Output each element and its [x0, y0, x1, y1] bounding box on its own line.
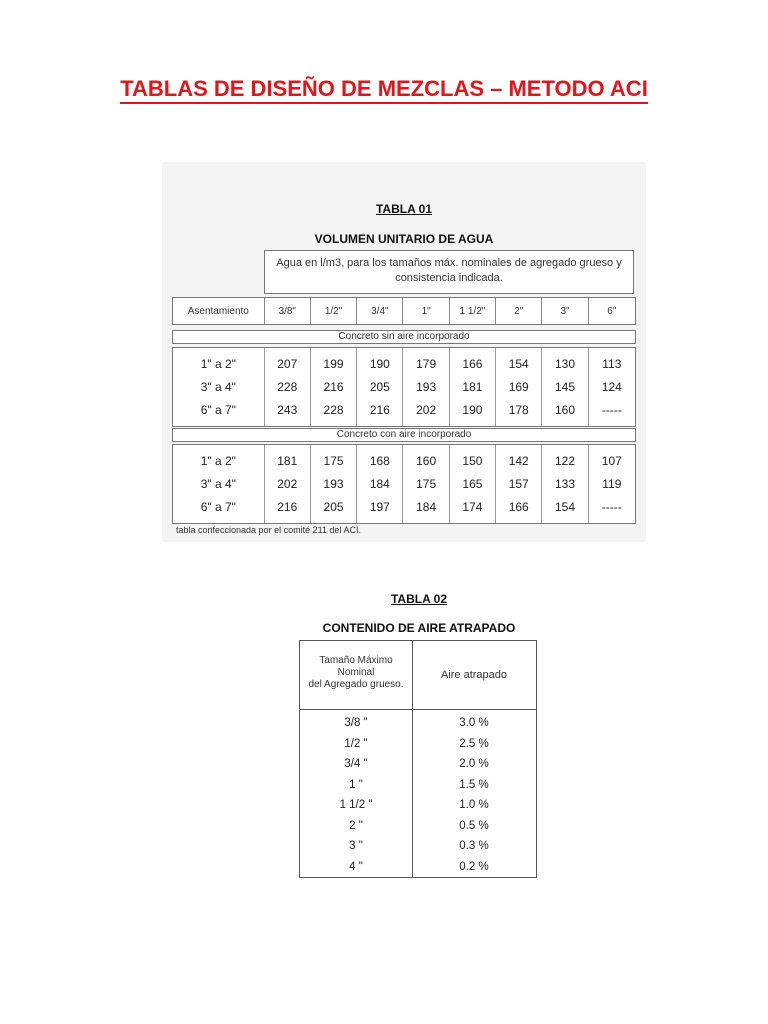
- value-cell: -----: [601, 403, 622, 418]
- value-column: [542, 348, 588, 426]
- value-cell: 199: [323, 356, 344, 371]
- value-column: [450, 348, 496, 426]
- value-cell: 184: [369, 476, 390, 491]
- tabla-01-footnote: tabla confeccionada por el comité 211 del ACI.: [176, 525, 361, 535]
- value-cell: 202: [416, 403, 437, 418]
- table-row: 1/2 " 2.5 %: [344, 737, 489, 750]
- value-cell: 160: [416, 453, 437, 468]
- value-column: [403, 445, 449, 523]
- value-cell: 216: [369, 403, 390, 418]
- header-size: 1 1/2": [450, 298, 496, 324]
- slump-label: 1" a 2": [200, 453, 236, 468]
- tabla-01-title: VOLUMEN UNITARIO DE AGUA: [314, 232, 494, 246]
- header-size: 3/8": [265, 298, 311, 324]
- value-cell: 133: [555, 476, 576, 491]
- value-cell: 216: [277, 500, 298, 515]
- value-cell: 205: [369, 379, 390, 394]
- header-size: 2": [496, 298, 542, 324]
- value-cell: 169: [508, 379, 529, 394]
- value-cell: 154: [508, 356, 529, 371]
- value-column: [403, 348, 449, 426]
- slump-label: 1" a 2": [200, 356, 236, 371]
- value-cell: 154: [555, 500, 576, 515]
- table-row: 1 " 1.5 %: [349, 778, 489, 791]
- value-column: [450, 445, 496, 523]
- document-title: [0, 74, 768, 104]
- value-cell: 190: [369, 356, 390, 371]
- table-row: 3 " 0.3 %: [349, 840, 489, 853]
- value-cell: 228: [323, 403, 344, 418]
- value-cell: 197: [369, 500, 390, 515]
- value-cell: 181: [462, 379, 483, 394]
- header-aire-atrapado: Aire atrapado: [440, 669, 508, 681]
- header-divider: [300, 709, 536, 710]
- value-cell: 166: [508, 500, 529, 515]
- tabla-02-title: CONTENIDO DE AIRE ATRAPADO: [322, 621, 516, 635]
- value-cell: 184: [416, 500, 437, 515]
- value-cell: 142: [508, 453, 529, 468]
- table-row: 3/8 " 3.0 %: [344, 717, 489, 730]
- header-tamano: Tamaño Máximo Nominal del Agregado grueso.: [308, 655, 404, 690]
- table-row: 4 " 0.2 %: [349, 860, 489, 873]
- value-column: [496, 445, 542, 523]
- value-cell: 228: [277, 379, 298, 394]
- header-size: 6": [607, 305, 617, 317]
- value-cell: 107: [601, 453, 622, 468]
- slump-column: [173, 348, 265, 426]
- value-cell: 160: [555, 403, 576, 418]
- section-con-aire: Concreto con aire incorporado: [172, 428, 636, 442]
- value-cell: 124: [601, 379, 622, 394]
- header-size: 1/2": [311, 298, 357, 324]
- table-row: 2 " 0.5 %: [349, 819, 489, 832]
- value-cell: 179: [416, 356, 437, 371]
- value-cell: 130: [555, 356, 576, 371]
- value-column: [496, 348, 542, 426]
- value-cell: 122: [555, 453, 576, 468]
- tabla-01: [162, 162, 646, 542]
- value-cell: 175: [416, 476, 437, 491]
- header-size: 3": [542, 298, 588, 324]
- value-cell: 174: [462, 500, 483, 515]
- header-size: 3/4": [357, 298, 403, 324]
- value-cell: 175: [323, 453, 344, 468]
- value-cell: 205: [323, 500, 344, 515]
- value-cell: 150: [462, 453, 483, 468]
- table-row: 3/4 " 2.0 %: [344, 758, 489, 771]
- value-cell: 190: [462, 403, 483, 418]
- value-column: [542, 445, 588, 523]
- block-sin-aire: [172, 347, 636, 427]
- document-title-text: TABLAS DE DISEÑO DE MEZCLAS – METODO ACI: [120, 76, 648, 104]
- tabla-01-label: TABLA 01: [375, 202, 432, 216]
- water-note: Agua en l/m3, para los tamaños máx. nominales de agregado grueso y consistencia indicada.: [264, 250, 634, 294]
- slump-label: 6" a 7": [200, 403, 236, 418]
- value-cell: 166: [462, 356, 483, 371]
- tabla-02-label: TABLA 02: [390, 592, 447, 606]
- value-column: [589, 348, 635, 426]
- value-column: [357, 348, 403, 426]
- value-cell: 119: [602, 476, 622, 491]
- value-column: [311, 348, 357, 426]
- value-cell: 145: [555, 379, 576, 394]
- value-cell: 216: [323, 379, 344, 394]
- value-column: [357, 445, 403, 523]
- value-column: [311, 445, 357, 523]
- value-column: [265, 348, 311, 426]
- slump-label: 3" a 4": [200, 476, 236, 491]
- value-cell: 207: [277, 356, 298, 371]
- value-cell: 202: [277, 476, 298, 491]
- tabla-01-header-row: [172, 297, 636, 325]
- value-cell: 157: [508, 476, 529, 491]
- value-cell: 193: [416, 379, 437, 394]
- table-row: 1 1/2 " 1.0 %: [339, 799, 489, 812]
- header-size: 1": [403, 298, 449, 324]
- header-asentamiento: Asentamiento: [173, 298, 265, 324]
- value-cell: 178: [508, 403, 529, 418]
- tabla-02: [299, 640, 537, 878]
- value-cell: -----: [601, 500, 622, 515]
- value-cell: 165: [462, 476, 483, 491]
- section-sin-aire: Concreto sin aire incorporado: [172, 330, 636, 344]
- value-cell: 193: [323, 476, 344, 491]
- value-cell: 113: [602, 356, 622, 371]
- tabla-02-rows: [300, 713, 536, 877]
- value-cell: 181: [277, 453, 298, 468]
- value-cell: 168: [369, 453, 390, 468]
- slump-label: 6" a 7": [200, 500, 236, 515]
- block-con-aire: [172, 444, 636, 524]
- value-cell: 243: [277, 403, 298, 418]
- slump-column: [173, 445, 265, 523]
- slump-label: 3" a 4": [200, 379, 236, 394]
- value-column: [265, 445, 311, 523]
- value-column: [589, 445, 635, 523]
